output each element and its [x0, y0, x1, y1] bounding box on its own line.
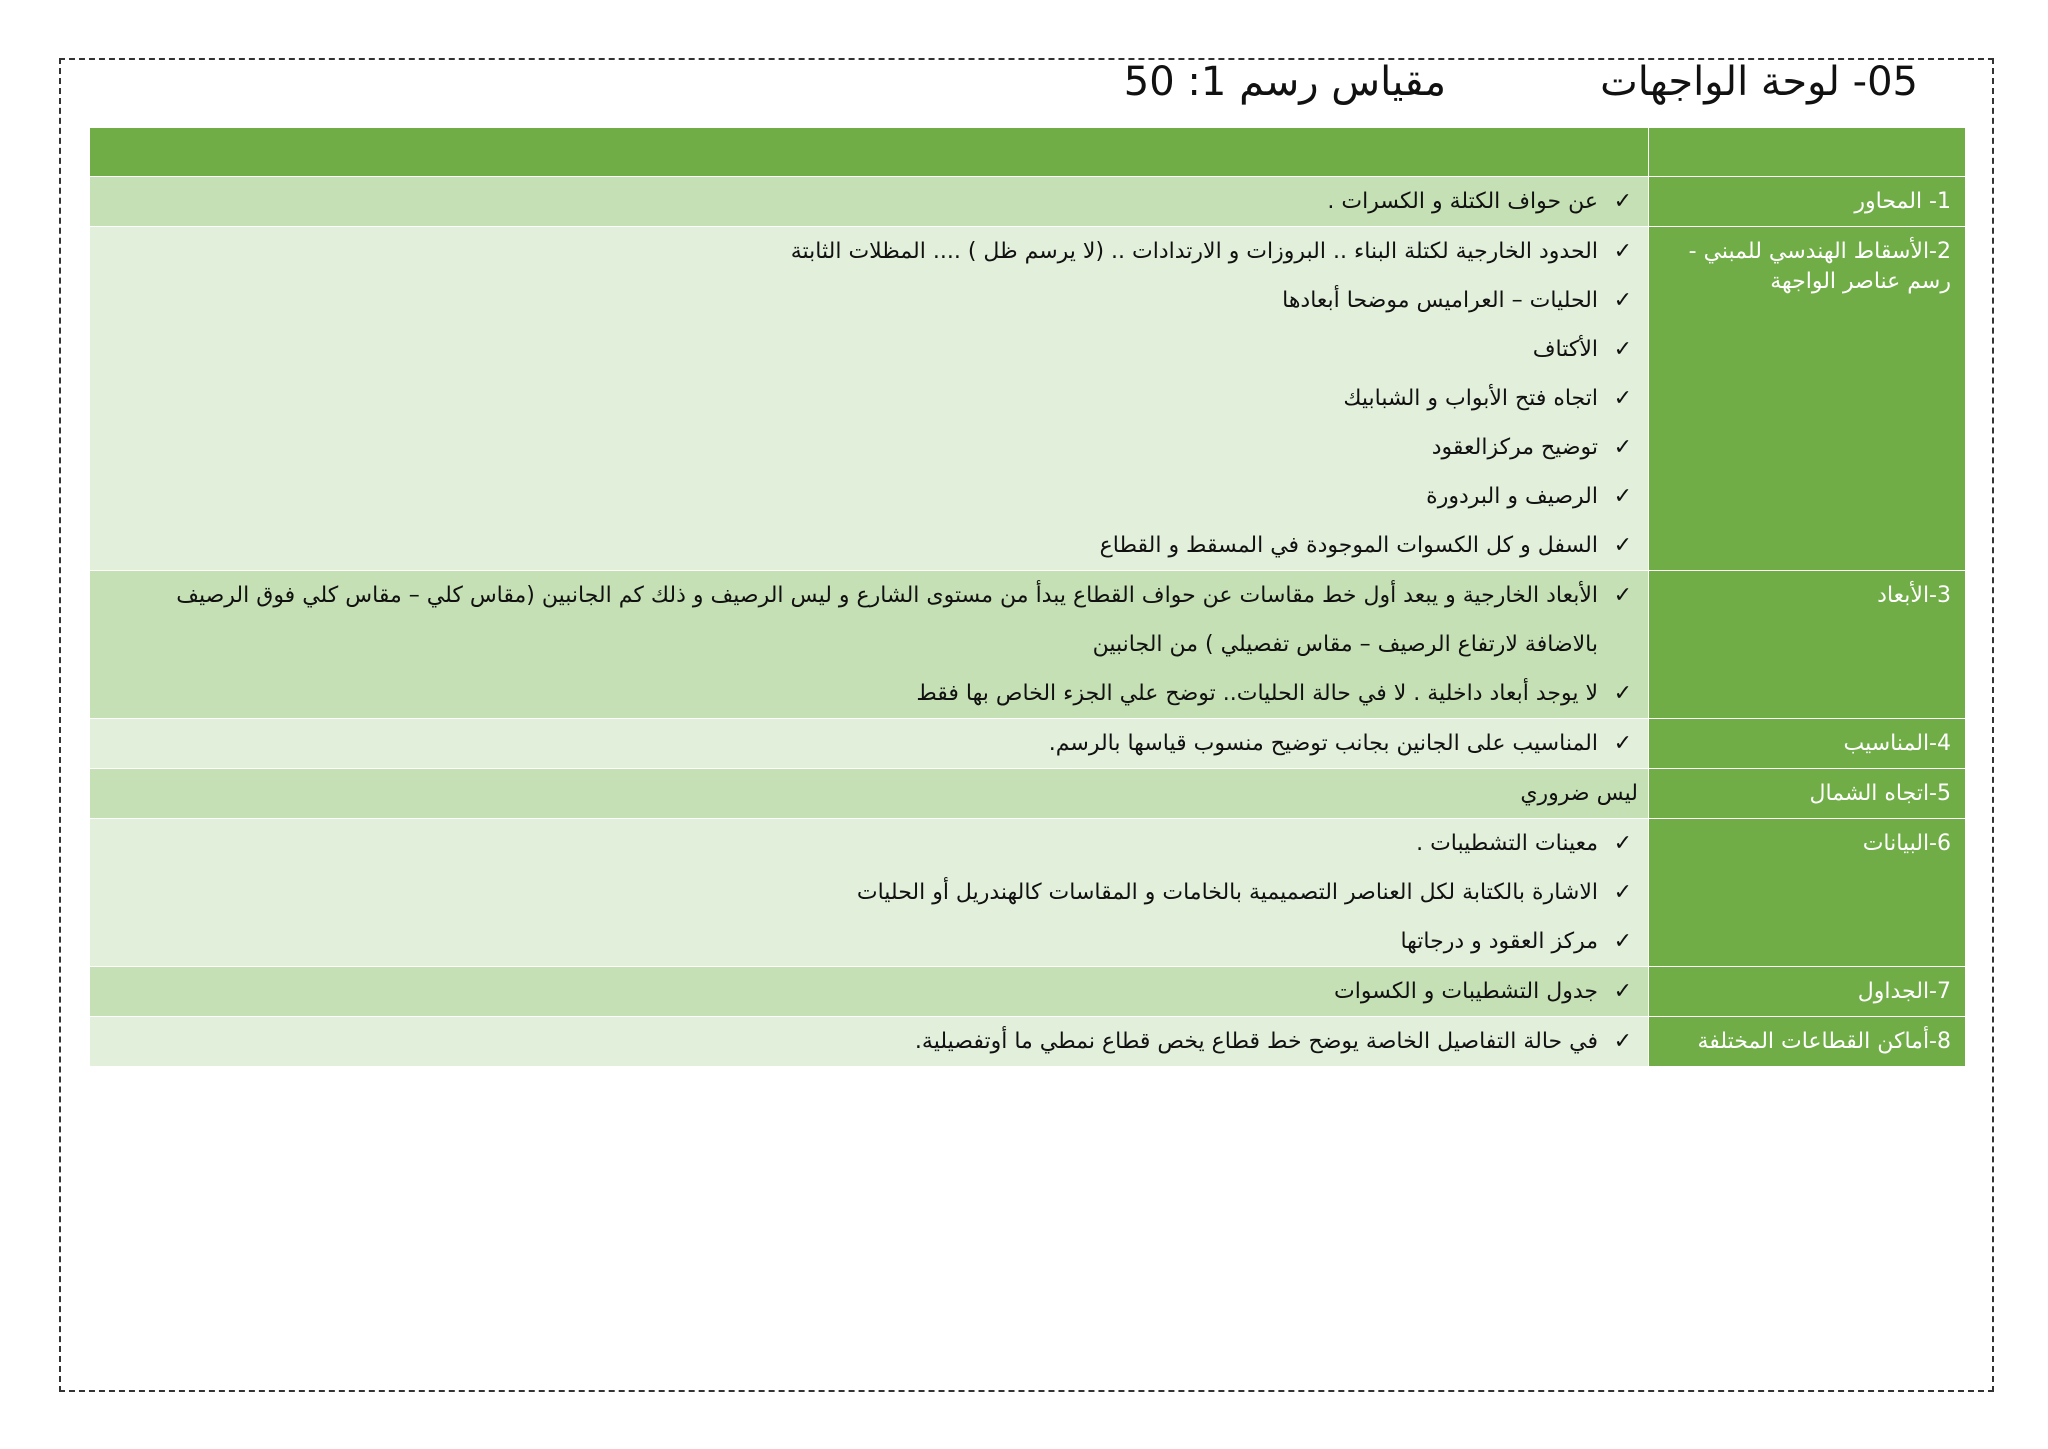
checklist-item — [108, 819, 1640, 868]
checkmark-icon: ✓ — [1613, 979, 1632, 1004]
checklist-item — [108, 521, 1640, 570]
drawing-scale: مقياس رسم 1: 50 — [1123, 59, 1446, 105]
checklist-item-text: السفل و كل الكسوات الموجودة في المسقط و القطاع — [1099, 533, 1598, 558]
table-row — [90, 227, 1966, 571]
checkmark-icon: ✓ — [1613, 929, 1632, 954]
checklist-item — [108, 276, 1640, 325]
checkmark-icon: ✓ — [1613, 831, 1632, 856]
row-label: 7-الجداول — [1649, 967, 1966, 1017]
checkmark-icon: ✓ — [1613, 1029, 1632, 1054]
row-label: 4-المناسيب — [1649, 719, 1966, 769]
checkmark-icon: ✓ — [1613, 583, 1632, 608]
checkmark-icon: ✓ — [1613, 731, 1632, 756]
row-label: 3-الأبعاد — [1649, 571, 1966, 719]
table-header-row — [90, 128, 1966, 177]
checklist — [108, 227, 1640, 570]
checkmark-icon: ✓ — [1613, 189, 1632, 214]
row-content — [90, 571, 1649, 719]
sheet-title: 05- لوحة الواجهات — [1600, 59, 1918, 105]
table-row — [90, 967, 1966, 1017]
requirements-table — [89, 127, 1966, 1067]
checklist-item — [108, 374, 1640, 423]
checklist-item — [108, 227, 1640, 276]
row-content — [90, 1017, 1649, 1067]
checklist — [108, 967, 1640, 1016]
checklist-item-text: لا يوجد أبعاد داخلية . لا في حالة الحليات.. توضح علي الجزء الخاص بها فقط — [916, 681, 1598, 706]
table-row — [90, 1017, 1966, 1067]
row-label: 1- المحاور — [1649, 177, 1966, 227]
checkmark-icon: ✓ — [1613, 484, 1632, 509]
checklist-item-text: الأكتاف — [1532, 337, 1598, 362]
checklist-item — [108, 967, 1640, 1016]
header-label-cell — [1649, 128, 1966, 177]
checklist-item-text: الاشارة بالكتابة لكل العناصر التصميمية بالخامات و المقاسات كالهندريل أو الحليات — [856, 880, 1598, 905]
row-content-text: ليس ضروري — [1520, 781, 1638, 806]
table-row — [90, 819, 1966, 967]
checkmark-icon: ✓ — [1613, 681, 1632, 706]
checklist-item-text: جدول التشطيبات و الكسوات — [1334, 979, 1598, 1004]
checklist-item — [108, 571, 1640, 669]
row-content — [90, 177, 1649, 227]
checkmark-icon: ✓ — [1613, 337, 1632, 362]
checklist-item — [108, 177, 1640, 226]
checkmark-icon: ✓ — [1613, 386, 1632, 411]
checklist-item — [108, 917, 1640, 966]
table-row — [90, 769, 1966, 819]
table-row — [90, 719, 1966, 769]
checklist-item-text: في حالة التفاصيل الخاصة يوضح خط قطاع يخص قطاع نمطي ما أوتفصيلية. — [914, 1029, 1598, 1054]
row-content — [90, 967, 1649, 1017]
table-row — [90, 177, 1966, 227]
checklist-item-text: معينات التشطيبات . — [1416, 831, 1598, 856]
checklist — [108, 819, 1640, 966]
checklist — [108, 177, 1640, 226]
row-label: 2-الأسقاط الهندسي للمبني - رسم عناصر الواجهة — [1649, 227, 1966, 571]
checklist-item-text: المناسيب على الجانين بجانب توضيح منسوب قياسها بالرسم. — [1048, 731, 1598, 756]
checklist-item-text: اتجاه فتح الأبواب و الشبابيك — [1343, 386, 1598, 411]
row-content — [90, 719, 1649, 769]
checkmark-icon: ✓ — [1613, 533, 1632, 558]
checklist-item — [108, 868, 1640, 917]
table-row — [90, 571, 1966, 719]
checklist-item — [108, 423, 1640, 472]
checklist-item-text: الحدود الخارجية لكتلة البناء .. البروزات و الارتدادات .. (لا يرسم ظل ) .... المظلات الثابتة — [790, 239, 1598, 264]
checklist — [108, 719, 1640, 768]
checklist-item-text: مركز العقود و درجاتها — [1400, 929, 1598, 954]
checklist-item — [108, 669, 1640, 718]
checklist-item — [108, 472, 1640, 521]
checkmark-icon: ✓ — [1613, 880, 1632, 905]
checklist-item-text: الأبعاد الخارجية و يبعد أول خط مقاسات عن حواف القطاع يبدأ من مستوى الشارع و ليس الرصيف و ذلك كم الجانبين (مقاس كلي – مقاس كلي فوق الرصيف بالاضافة لارتفاع الرصيف – مقاس تفصيلي ) من الجانبين — [176, 583, 1598, 657]
row-content — [90, 227, 1649, 571]
checklist-item — [108, 1017, 1640, 1066]
checklist-item-text: عن حواف الكتلة و الكسرات . — [1327, 189, 1598, 214]
row-content — [90, 769, 1649, 819]
checkmark-icon: ✓ — [1613, 288, 1632, 313]
checklist-item-text: توضيح مركزالعقود — [1431, 435, 1598, 460]
checklist-item-text: الرصيف و البردورة — [1426, 484, 1598, 509]
row-content — [90, 819, 1649, 967]
checklist — [108, 1017, 1640, 1066]
checklist-item-text: الحليات – العراميس موضحا أبعادها — [1282, 288, 1598, 313]
row-label: 5-اتجاه الشمال — [1649, 769, 1966, 819]
row-label: 8-أماكن القطاعات المختلفة — [1649, 1017, 1966, 1067]
header-content-cell — [90, 128, 1649, 177]
checklist — [108, 571, 1640, 718]
checklist-item — [108, 719, 1640, 768]
checklist-item — [108, 325, 1640, 374]
checkmark-icon: ✓ — [1613, 239, 1632, 264]
row-label: 6-البيانات — [1649, 819, 1966, 967]
checkmark-icon: ✓ — [1613, 435, 1632, 460]
